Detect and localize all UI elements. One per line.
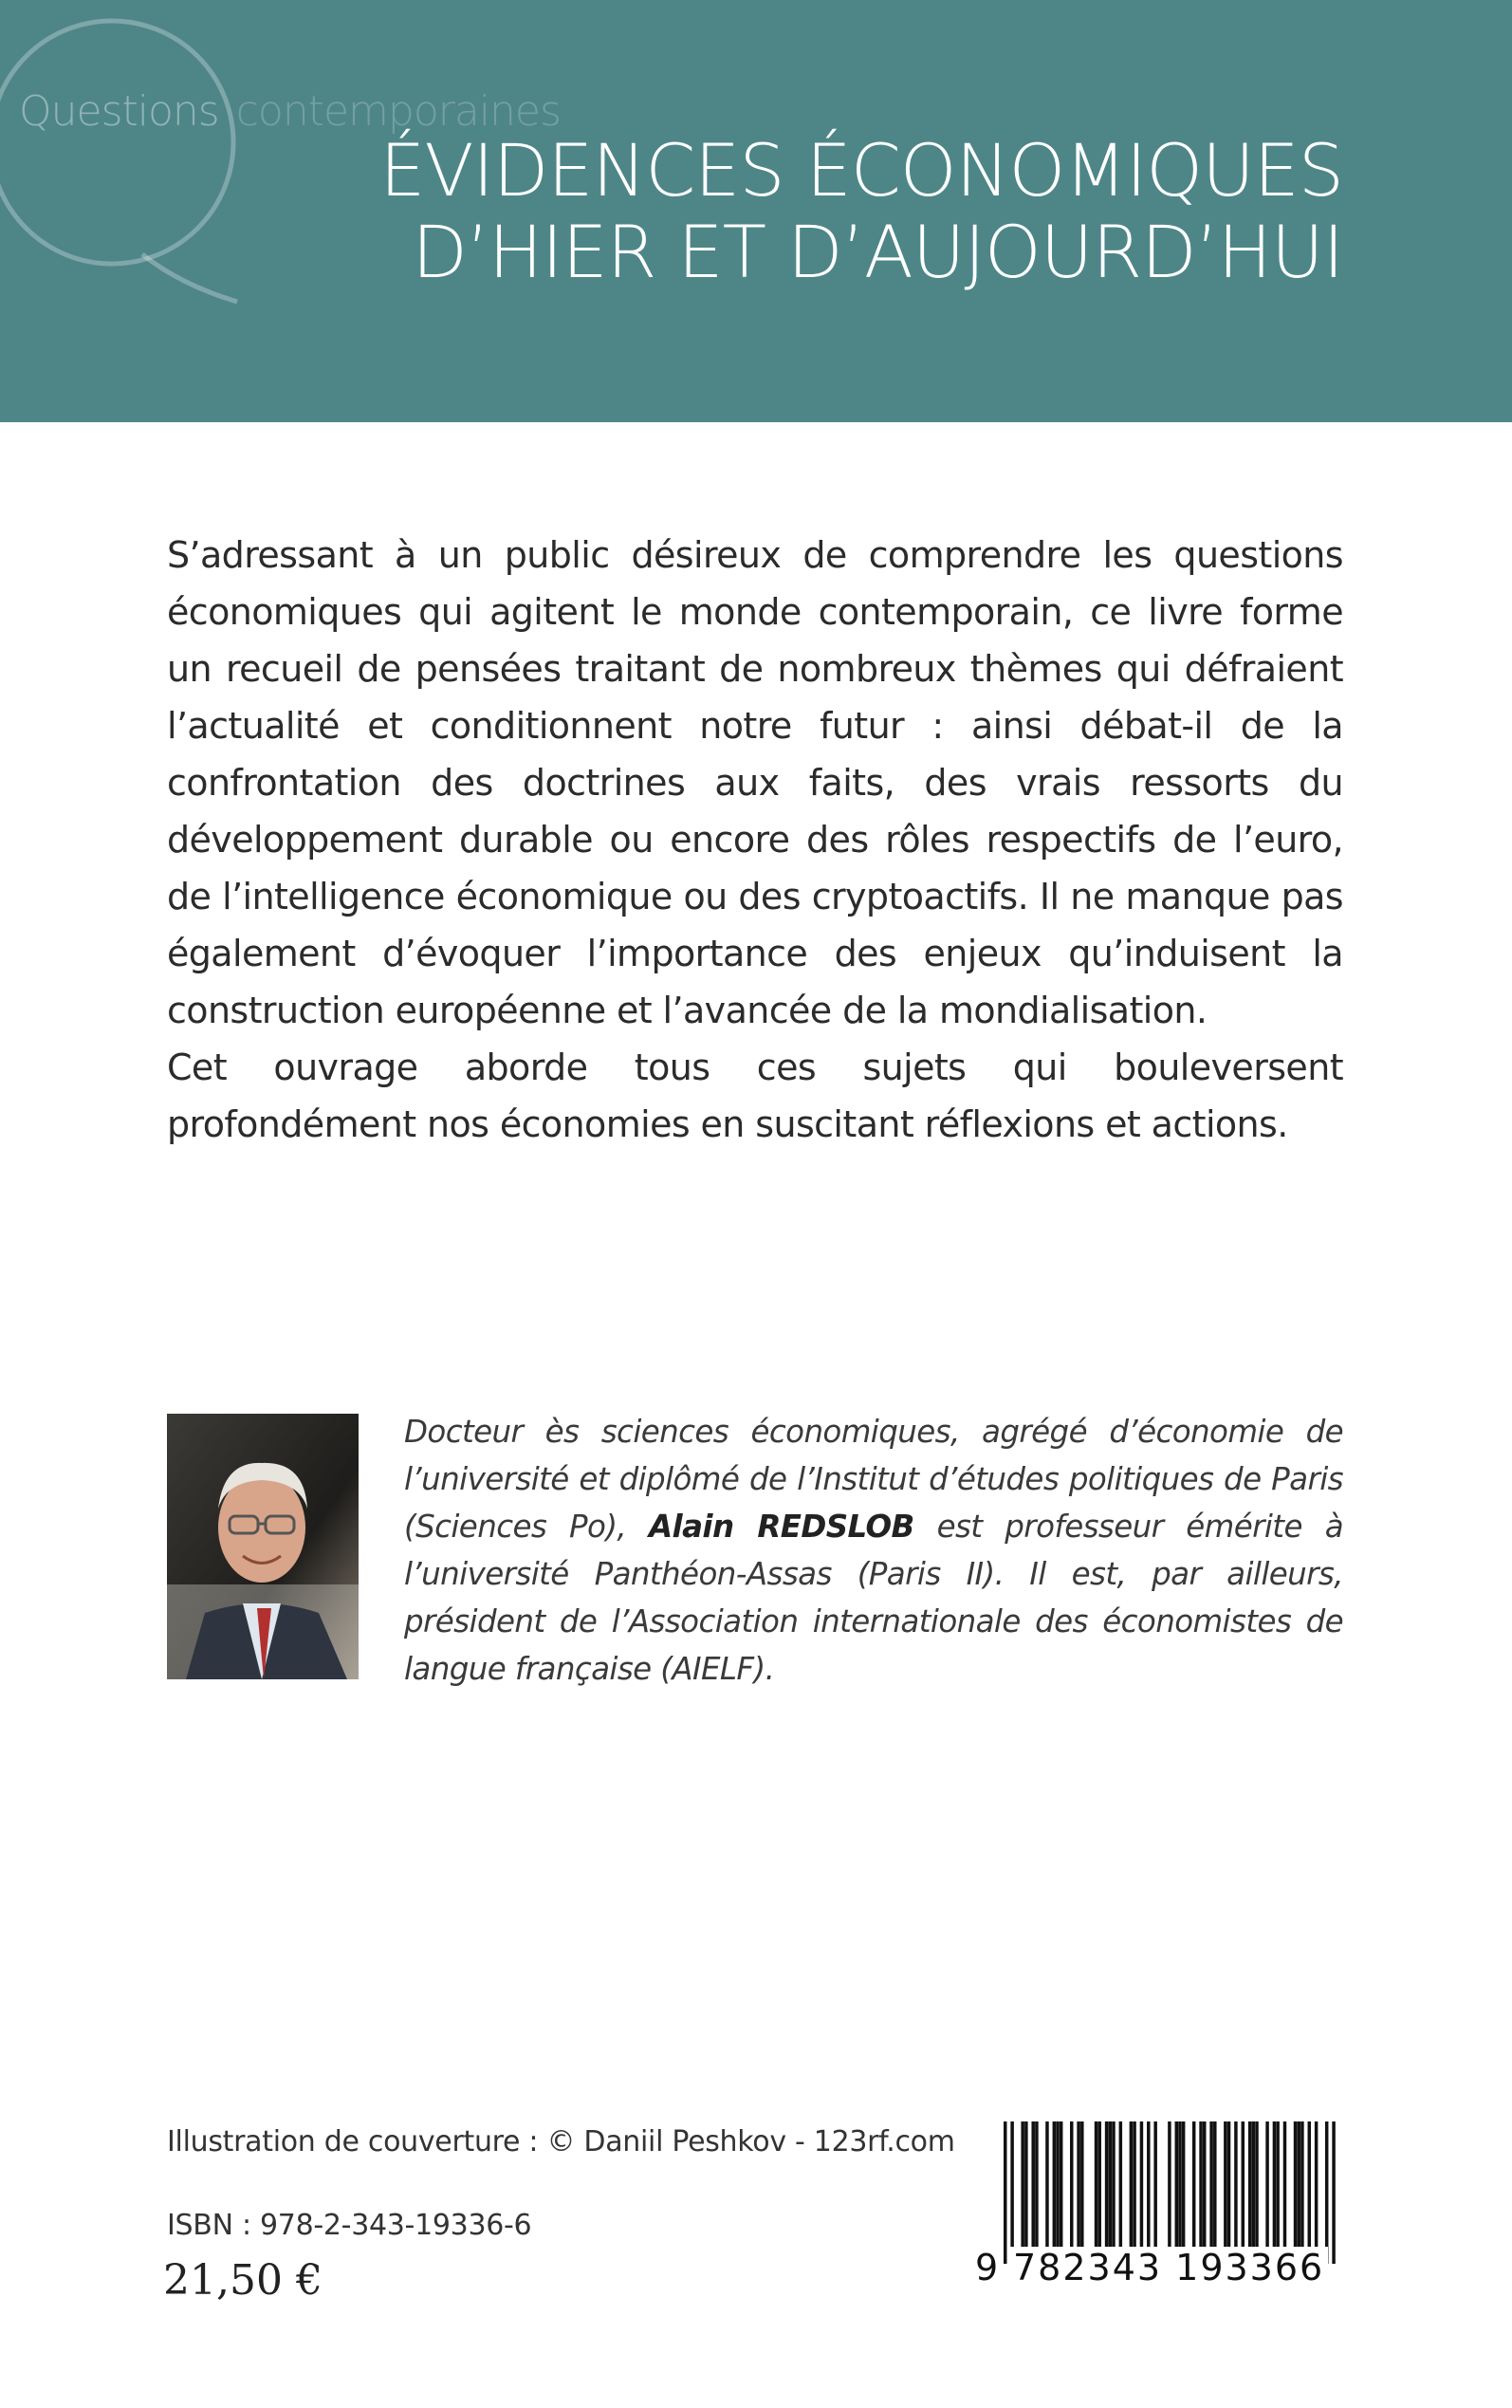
barcode-bar (1112, 2121, 1116, 2247)
barcode-bar (1209, 2121, 1213, 2247)
barcode-bar (1119, 2121, 1123, 2247)
barcode-bar (1199, 2121, 1203, 2247)
barcode-bar (1095, 2121, 1098, 2247)
barcode-bar (1133, 2121, 1136, 2247)
isbn-number: ISBN : 978-2-343-19336-6 (167, 2209, 532, 2242)
barcode-bar (1227, 2121, 1231, 2247)
barcode-bar (1077, 2121, 1080, 2247)
barcode-bar (1105, 2121, 1109, 2247)
barcode-bar (1192, 2121, 1196, 2247)
author-name: Alain REDSLOB (649, 1509, 914, 1545)
barcode-bar (1021, 2121, 1024, 2247)
series-name-word1: Questions (19, 87, 219, 136)
series-name-word2: contemporaines (235, 87, 561, 136)
barcode-bar (1325, 2121, 1329, 2264)
barcode-bar (1035, 2121, 1039, 2247)
illustration-credit: Illustration de couverture : © Daniil Peshkov - 123rf.com (167, 2125, 955, 2158)
barcode-bar (1276, 2121, 1280, 2247)
barcode-bar (1053, 2121, 1057, 2247)
barcode-bar (1315, 2121, 1318, 2247)
barcode-bar (1147, 2121, 1151, 2247)
barcode-bar (1010, 2121, 1014, 2264)
barcode-bar (1224, 2121, 1227, 2247)
barcode-bar (1153, 2121, 1157, 2247)
barcode-bar (1283, 2121, 1287, 2247)
barcode-first-digit: 9 (975, 2247, 1001, 2288)
author-bio-after: est professeur émérite à l’université Panthéon-Assas (Paris II). Il est, par ailleurs, président de l’Association internationale des économistes de langue française (AIELF). (404, 1509, 1344, 1687)
barcode-bar (1140, 2121, 1144, 2247)
barcode-bar (1097, 2121, 1101, 2247)
barcode-bar (1004, 2121, 1007, 2264)
barcode-bar (1056, 2121, 1060, 2247)
series-q-logo-icon (0, 0, 285, 323)
barcode-bar (1213, 2121, 1217, 2247)
blurb-paragraph-2: Cet ouvrage aborde tous ces sujets qui bouleversent profondément nos économies en suscitant réflexions et actions. (167, 1047, 1343, 1145)
author-bio-before: Docteur ès sciences économiques, agrégé d’économie de l’université et diplômé de l’Institut d’études politiques de Paris (Sciences Po), (404, 1414, 1343, 1545)
barcode-bar (1294, 2121, 1298, 2247)
barcode-bar (1252, 2121, 1256, 2247)
author-portrait-image (167, 1414, 359, 1679)
cover-header-band (0, 0, 1512, 422)
blurb-paragraph-1: S’adressant à un public désireux de comprendre les questions économiques qui agitent le monde contemporain, ce livre forme un recueil de pensées traitant de nombreux thèmes qui défraient l’actualité et conditionnent notre futur : ainsi débat-il de la confrontation des doctrines aux faits, des vrais ressorts du développement durable ou encore des rôles respectifs de l’euro, de l’intelligence économique ou des cryptoactifs. Il ne manque pas également d’évoquer l’importance des enjeux qu’induisent la construction européenne et l’avancée de la mondialisation. (167, 534, 1343, 1031)
barcode-bar (1273, 2121, 1277, 2247)
barcode-bar (1300, 2121, 1304, 2247)
book-title-line-2: D’HIER ET D’AUJOURD’HUI (412, 210, 1343, 294)
barcode-bar (1255, 2121, 1259, 2247)
barcode-bar (1203, 2121, 1207, 2247)
barcode-digit-groups: 782343 193366 (1009, 2247, 1328, 2288)
barcode-bar (1182, 2121, 1186, 2247)
barcode-bar (1130, 2121, 1134, 2247)
barcode-bar (1178, 2121, 1182, 2264)
barcode-bars (1004, 2121, 1336, 2264)
author-bio (404, 1408, 1343, 1693)
barcode-bar (1024, 2121, 1028, 2247)
barcode-bar (1045, 2121, 1049, 2247)
barcode-bar (1175, 2121, 1179, 2264)
barcode-bar (1308, 2121, 1312, 2247)
barcode-bar (1242, 2121, 1245, 2247)
barcode-bar (1070, 2121, 1074, 2247)
barcode-bar (1109, 2121, 1113, 2247)
book-blurb (167, 527, 1343, 1153)
barcode-bar (1297, 2121, 1300, 2247)
book-price: 21,50 € (163, 2256, 323, 2305)
isbn-barcode (975, 2114, 1345, 2315)
barcode-bar (1248, 2121, 1252, 2247)
barcode-bar (1332, 2121, 1336, 2264)
barcode-bar (1031, 2121, 1035, 2247)
barcode-bar (1265, 2121, 1269, 2247)
barcode-bar (1234, 2121, 1238, 2247)
book-title-line-1: ÉVIDENCES ÉCONOMIQUES (379, 128, 1343, 213)
barcode-bar (1168, 2121, 1171, 2264)
author-photo (167, 1414, 359, 1679)
barcode-bar (1080, 2121, 1084, 2247)
barcode-bar (1060, 2121, 1063, 2247)
